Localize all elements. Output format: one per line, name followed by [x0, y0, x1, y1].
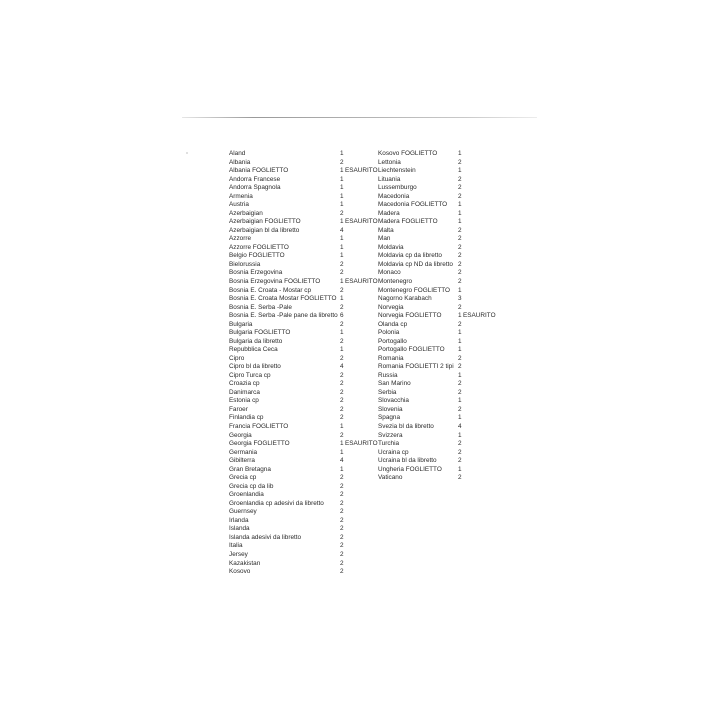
list-item: [378, 397, 538, 406]
country-name: Gibilterra: [229, 457, 255, 465]
country-name: Lituania: [378, 175, 401, 183]
quantity: 1: [340, 329, 344, 337]
list-item: [229, 491, 389, 500]
list-item: [378, 150, 538, 159]
list-item: [378, 449, 538, 458]
country-name: Gran Bretagna: [229, 465, 271, 473]
quantity: 2: [340, 568, 344, 576]
country-name: Ucraina bl da libretto: [378, 457, 437, 465]
list-item: [229, 551, 389, 560]
list-item: [229, 304, 389, 313]
list-item: [229, 261, 389, 270]
quantity: 2: [340, 525, 344, 533]
country-name: Man: [378, 235, 391, 243]
list-item: [229, 269, 389, 278]
country-name: Georgia: [229, 431, 252, 439]
quantity: 2: [340, 158, 344, 166]
quantity: 2: [458, 303, 462, 311]
quantity: 1: [458, 167, 462, 175]
country-name: Italia: [229, 542, 243, 550]
quantity: 2: [340, 474, 344, 482]
list-item: [229, 218, 389, 227]
quantity: 2: [458, 243, 462, 251]
country-name: Moldavia cp ND da libretto: [378, 260, 453, 268]
quantity: 1: [340, 295, 344, 303]
country-name: Turchia: [378, 440, 400, 448]
list-item: [229, 278, 389, 287]
quantity: 2: [458, 457, 462, 465]
country-name: Bosnia E. Croata Mostar FOGLIETTO: [229, 295, 337, 303]
list-item: [378, 457, 538, 466]
status-note: ESAURITO: [463, 312, 496, 320]
country-name: Montenegro: [378, 277, 413, 285]
country-name: Belgio FOGLIETTO: [229, 252, 285, 260]
quantity: 2: [458, 252, 462, 260]
list-item: [378, 440, 538, 449]
list-item: [229, 406, 389, 415]
country-name: Bulgaria da libretto: [229, 337, 283, 345]
quantity: 2: [458, 440, 462, 448]
country-name: Azzorre FOGLIETTO: [229, 243, 289, 251]
country-name: Romania FOGLIETTI 2 tipi: [378, 363, 454, 371]
status-note: ESAURITO: [345, 218, 378, 226]
country-name: Malta: [378, 226, 394, 234]
list-item: [378, 423, 538, 432]
quantity: 1: [458, 397, 462, 405]
list-item: [229, 363, 389, 372]
list-item: [229, 184, 389, 193]
country-name: Portogallo FOGLIETTO: [378, 346, 445, 354]
quantity: 1: [458, 371, 462, 379]
quantity: 2: [340, 550, 344, 558]
list-item: [229, 500, 389, 509]
list-item: [378, 201, 538, 210]
quantity: 2: [340, 559, 344, 567]
country-name: Jersey: [229, 550, 248, 558]
country-name: Kosovo FOGLIETTO: [378, 150, 438, 157]
list-item: [378, 252, 538, 261]
country-name: Bosnia E. Serba -Pale pane da libretto: [229, 312, 338, 320]
quantity: 6: [340, 312, 344, 320]
quantity: 2: [340, 371, 344, 379]
list-item: [229, 244, 389, 253]
list-item: [229, 423, 389, 432]
status-note: ESAURITO: [345, 167, 378, 175]
quantity: 3: [458, 295, 462, 303]
country-name: Cipro: [229, 354, 245, 362]
quantity: 2: [340, 414, 344, 422]
country-name: Azerbaigian bl da libretto: [229, 226, 300, 234]
country-name: Slovacchia: [378, 397, 409, 405]
country-name: Spagna: [378, 414, 401, 422]
quantity: 2: [458, 405, 462, 413]
quantity: 2: [340, 499, 344, 507]
quantity: 2: [340, 431, 344, 439]
quantity: 1: [458, 431, 462, 439]
country-name: Cipro Turca cp: [229, 371, 271, 379]
list-item: [378, 235, 538, 244]
country-name: Bielorussia: [229, 260, 261, 268]
quantity: 2: [340, 303, 344, 311]
country-name: Ucraina cp: [378, 448, 409, 456]
country-name: Faroer: [229, 405, 248, 413]
quantity: 1: [458, 201, 462, 209]
list-item: [378, 261, 538, 270]
country-name: Cipro bl da libretto: [229, 363, 281, 371]
quantity: 1: [340, 184, 344, 192]
list-item: [378, 244, 538, 253]
quantity: 1: [340, 448, 344, 456]
list-item: [378, 466, 538, 475]
list-item: [378, 346, 538, 355]
quantity: 1: [340, 150, 344, 157]
quantity: 1: [340, 423, 344, 430]
list-item: [378, 372, 538, 381]
quantity: 2: [340, 388, 344, 396]
country-name: Svizzera: [378, 431, 403, 439]
country-name: Norvegia: [378, 303, 404, 311]
country-name: Repubblica Ceca: [229, 346, 278, 354]
list-item: [378, 227, 538, 236]
country-name: Lettonia: [378, 158, 401, 166]
list-item: [229, 449, 389, 458]
country-name: Armenia: [229, 192, 253, 200]
list-item: [378, 295, 538, 304]
status-note: ESAURITO: [345, 277, 378, 285]
scan-speck: [186, 152, 188, 154]
quantity: 1: [458, 329, 462, 337]
country-name: Macedonia FOGLIETTO: [378, 201, 448, 209]
list-item: [378, 167, 538, 176]
list-item: [229, 295, 389, 304]
country-name: Polonia: [378, 329, 400, 337]
country-name: Bosnia Erzegovina FOGLIETTO: [229, 277, 321, 285]
country-name: Andorra Francese: [229, 175, 281, 183]
quantity: 4: [340, 457, 344, 465]
country-name: Portogallo: [378, 337, 407, 345]
list-item: [229, 389, 389, 398]
quantity: 2: [340, 354, 344, 362]
list-item: [229, 380, 389, 389]
list-item: [378, 329, 538, 338]
country-name: Romania: [378, 354, 404, 362]
quantity: 2: [340, 533, 344, 541]
list-item: [378, 193, 538, 202]
list-item: [229, 167, 389, 176]
country-name: Bulgaria FOGLIETTO: [229, 329, 291, 337]
country-name: Croazia cp: [229, 380, 260, 388]
quantity: 2: [458, 226, 462, 234]
country-name: Nagorno Karabach: [378, 295, 432, 303]
quantity: 1: [340, 218, 344, 226]
country-name: Madera: [378, 209, 400, 217]
list-item: [229, 346, 389, 355]
list-item: [378, 355, 538, 364]
list-item: [229, 560, 389, 569]
country-name: Bosnia E. Serba -Pale: [229, 303, 292, 311]
country-name: Russia: [378, 371, 398, 379]
quantity: 1: [458, 414, 462, 422]
list-item: [229, 150, 389, 159]
country-name: Azzorre: [229, 235, 252, 243]
list-item: [229, 440, 389, 449]
list-item: [229, 466, 389, 475]
list-item: [229, 312, 389, 321]
country-name: Monaco: [378, 269, 401, 277]
quantity: 2: [340, 380, 344, 388]
list-item: [229, 397, 389, 406]
list-item: [229, 457, 389, 466]
list-item: [229, 372, 389, 381]
quantity: 1: [340, 192, 344, 200]
country-name: Moldavia: [378, 243, 404, 251]
quantity: 4: [458, 423, 462, 430]
quantity: 2: [458, 192, 462, 200]
country-name: San Marino: [378, 380, 411, 388]
quantity: 1: [340, 440, 344, 448]
quantity: 1: [340, 346, 344, 354]
list-item: [229, 517, 389, 526]
country-name: Vaticano: [378, 474, 403, 482]
list-item: [229, 159, 389, 168]
country-name: Germania: [229, 448, 258, 456]
quantity: 1: [458, 312, 462, 320]
quantity: 2: [340, 260, 344, 268]
country-name: Andorra Spagnola: [229, 184, 281, 192]
quantity: 1: [458, 286, 462, 294]
list-item: [378, 338, 538, 347]
quantity: 2: [458, 235, 462, 243]
list-item: [229, 252, 389, 261]
list-item: [229, 414, 389, 423]
quantity: 2: [340, 209, 344, 217]
list-item: [229, 432, 389, 441]
list-item: [229, 508, 389, 517]
quantity: 1: [340, 252, 344, 260]
quantity: 1: [458, 218, 462, 226]
inventory-list-left: [229, 150, 389, 577]
quantity: 4: [340, 226, 344, 234]
list-item: [229, 338, 389, 347]
list-item: [378, 184, 538, 193]
country-name: Svezia bl da libretto: [378, 423, 434, 430]
country-name: Austria: [229, 201, 249, 209]
quantity: 1: [458, 209, 462, 217]
inventory-list-right: [378, 150, 538, 483]
quantity: 2: [458, 320, 462, 328]
country-name: Azerbaigian: [229, 209, 263, 217]
country-name: Danimarca: [229, 388, 260, 396]
country-name: Groenlandia cp adesivi da libretto: [229, 499, 324, 507]
list-item: [229, 210, 389, 219]
quantity: 1: [340, 277, 344, 285]
list-item: [229, 329, 389, 338]
quantity: 2: [458, 363, 462, 371]
list-item: [229, 525, 389, 534]
list-item: [378, 389, 538, 398]
list-item: [378, 414, 538, 423]
country-name: Albania FOGLIETTO: [229, 167, 289, 175]
list-item: [229, 235, 389, 244]
country-name: Bulgaria: [229, 320, 253, 328]
country-name: Irlanda: [229, 516, 249, 524]
quantity: 2: [458, 277, 462, 285]
list-item: [378, 287, 538, 296]
country-name: Bosnia Erzegovina: [229, 269, 283, 277]
quantity: 1: [340, 235, 344, 243]
list-item: [378, 363, 538, 372]
quantity: 2: [458, 354, 462, 362]
quantity: 2: [340, 542, 344, 550]
quantity: 2: [340, 286, 344, 294]
quantity: 2: [340, 337, 344, 345]
country-name: Madera FOGLIETTO: [378, 218, 438, 226]
quantity: 2: [340, 405, 344, 413]
quantity: 1: [458, 337, 462, 345]
list-item: [378, 406, 538, 415]
quantity: 2: [458, 388, 462, 396]
country-name: Grecia cp: [229, 474, 257, 482]
quantity: 1: [340, 175, 344, 183]
status-note: ESAURITO: [345, 440, 378, 448]
quantity: 1: [458, 150, 462, 157]
list-item: [378, 278, 538, 287]
quantity: 1: [458, 465, 462, 473]
quantity: 2: [340, 397, 344, 405]
list-item: [378, 159, 538, 168]
country-name: Georgia FOGLIETTO: [229, 440, 290, 448]
list-item: [229, 321, 389, 330]
quantity: 2: [458, 158, 462, 166]
list-item: [378, 304, 538, 313]
list-item: [378, 269, 538, 278]
quantity: 1: [340, 465, 344, 473]
list-item: [229, 355, 389, 364]
country-name: Moldavia cp da libretto: [378, 252, 442, 260]
country-name: Albania: [229, 158, 251, 166]
quantity: 2: [458, 260, 462, 268]
list-item: [229, 474, 389, 483]
list-item: [229, 201, 389, 210]
country-name: Macedonia: [378, 192, 410, 200]
country-name: Norvegia FOGLIETTO: [378, 312, 442, 320]
list-item: [378, 312, 538, 321]
country-name: Finlandia cp: [229, 414, 264, 422]
country-name: Francia FOGLIETTO: [229, 423, 289, 430]
quantity: 2: [340, 516, 344, 524]
country-name: Guernsey: [229, 508, 257, 516]
list-item: [378, 321, 538, 330]
list-item: [229, 227, 389, 236]
quantity: 2: [340, 491, 344, 499]
list-item: [229, 568, 389, 577]
country-name: Ungheria FOGLIETTO: [378, 465, 442, 473]
list-item: [229, 483, 389, 492]
country-name: Islanda: [229, 525, 250, 533]
list-item: [378, 210, 538, 219]
country-name: Groenlandia: [229, 491, 264, 499]
country-name: Bosnia E. Croata - Mostar cp: [229, 286, 312, 294]
quantity: 1: [340, 201, 344, 209]
quantity: 2: [458, 175, 462, 183]
quantity: 1: [458, 346, 462, 354]
list-item: [229, 193, 389, 202]
country-name: Lussemburgo: [378, 184, 417, 192]
scan-divider-line: [182, 117, 537, 118]
country-name: Kazakistan: [229, 559, 261, 567]
list-item: [229, 542, 389, 551]
list-item: [378, 176, 538, 185]
country-name: Aland: [229, 150, 246, 157]
quantity: 2: [340, 482, 344, 490]
country-name: Slovenia: [378, 405, 403, 413]
country-name: Islanda adesivi da libretto: [229, 533, 302, 541]
quantity: 2: [340, 508, 344, 516]
quantity: 2: [458, 448, 462, 456]
country-name: Kosovo: [229, 568, 251, 576]
quantity: 1: [340, 167, 344, 175]
list-item: [229, 176, 389, 185]
quantity: 2: [340, 269, 344, 277]
quantity: 4: [340, 363, 344, 371]
country-name: Azerbaigian FOGLIETTO: [229, 218, 301, 226]
country-name: Liechtenstein: [378, 167, 416, 175]
quantity: 2: [458, 380, 462, 388]
country-name: Serbia: [378, 388, 397, 396]
country-name: Estonia cp: [229, 397, 259, 405]
list-item: [378, 432, 538, 441]
list-item: [378, 218, 538, 227]
list-item: [378, 474, 538, 483]
quantity: 2: [458, 474, 462, 482]
quantity: 2: [458, 184, 462, 192]
country-name: Grecia cp da lib: [229, 482, 274, 490]
list-item: [378, 380, 538, 389]
country-name: Olanda cp: [378, 320, 408, 328]
list-item: [229, 534, 389, 543]
list-item: [229, 287, 389, 296]
country-name: Montenegro FOGLIETTO: [378, 286, 450, 294]
quantity: 1: [340, 243, 344, 251]
quantity: 2: [458, 269, 462, 277]
quantity: 2: [340, 320, 344, 328]
